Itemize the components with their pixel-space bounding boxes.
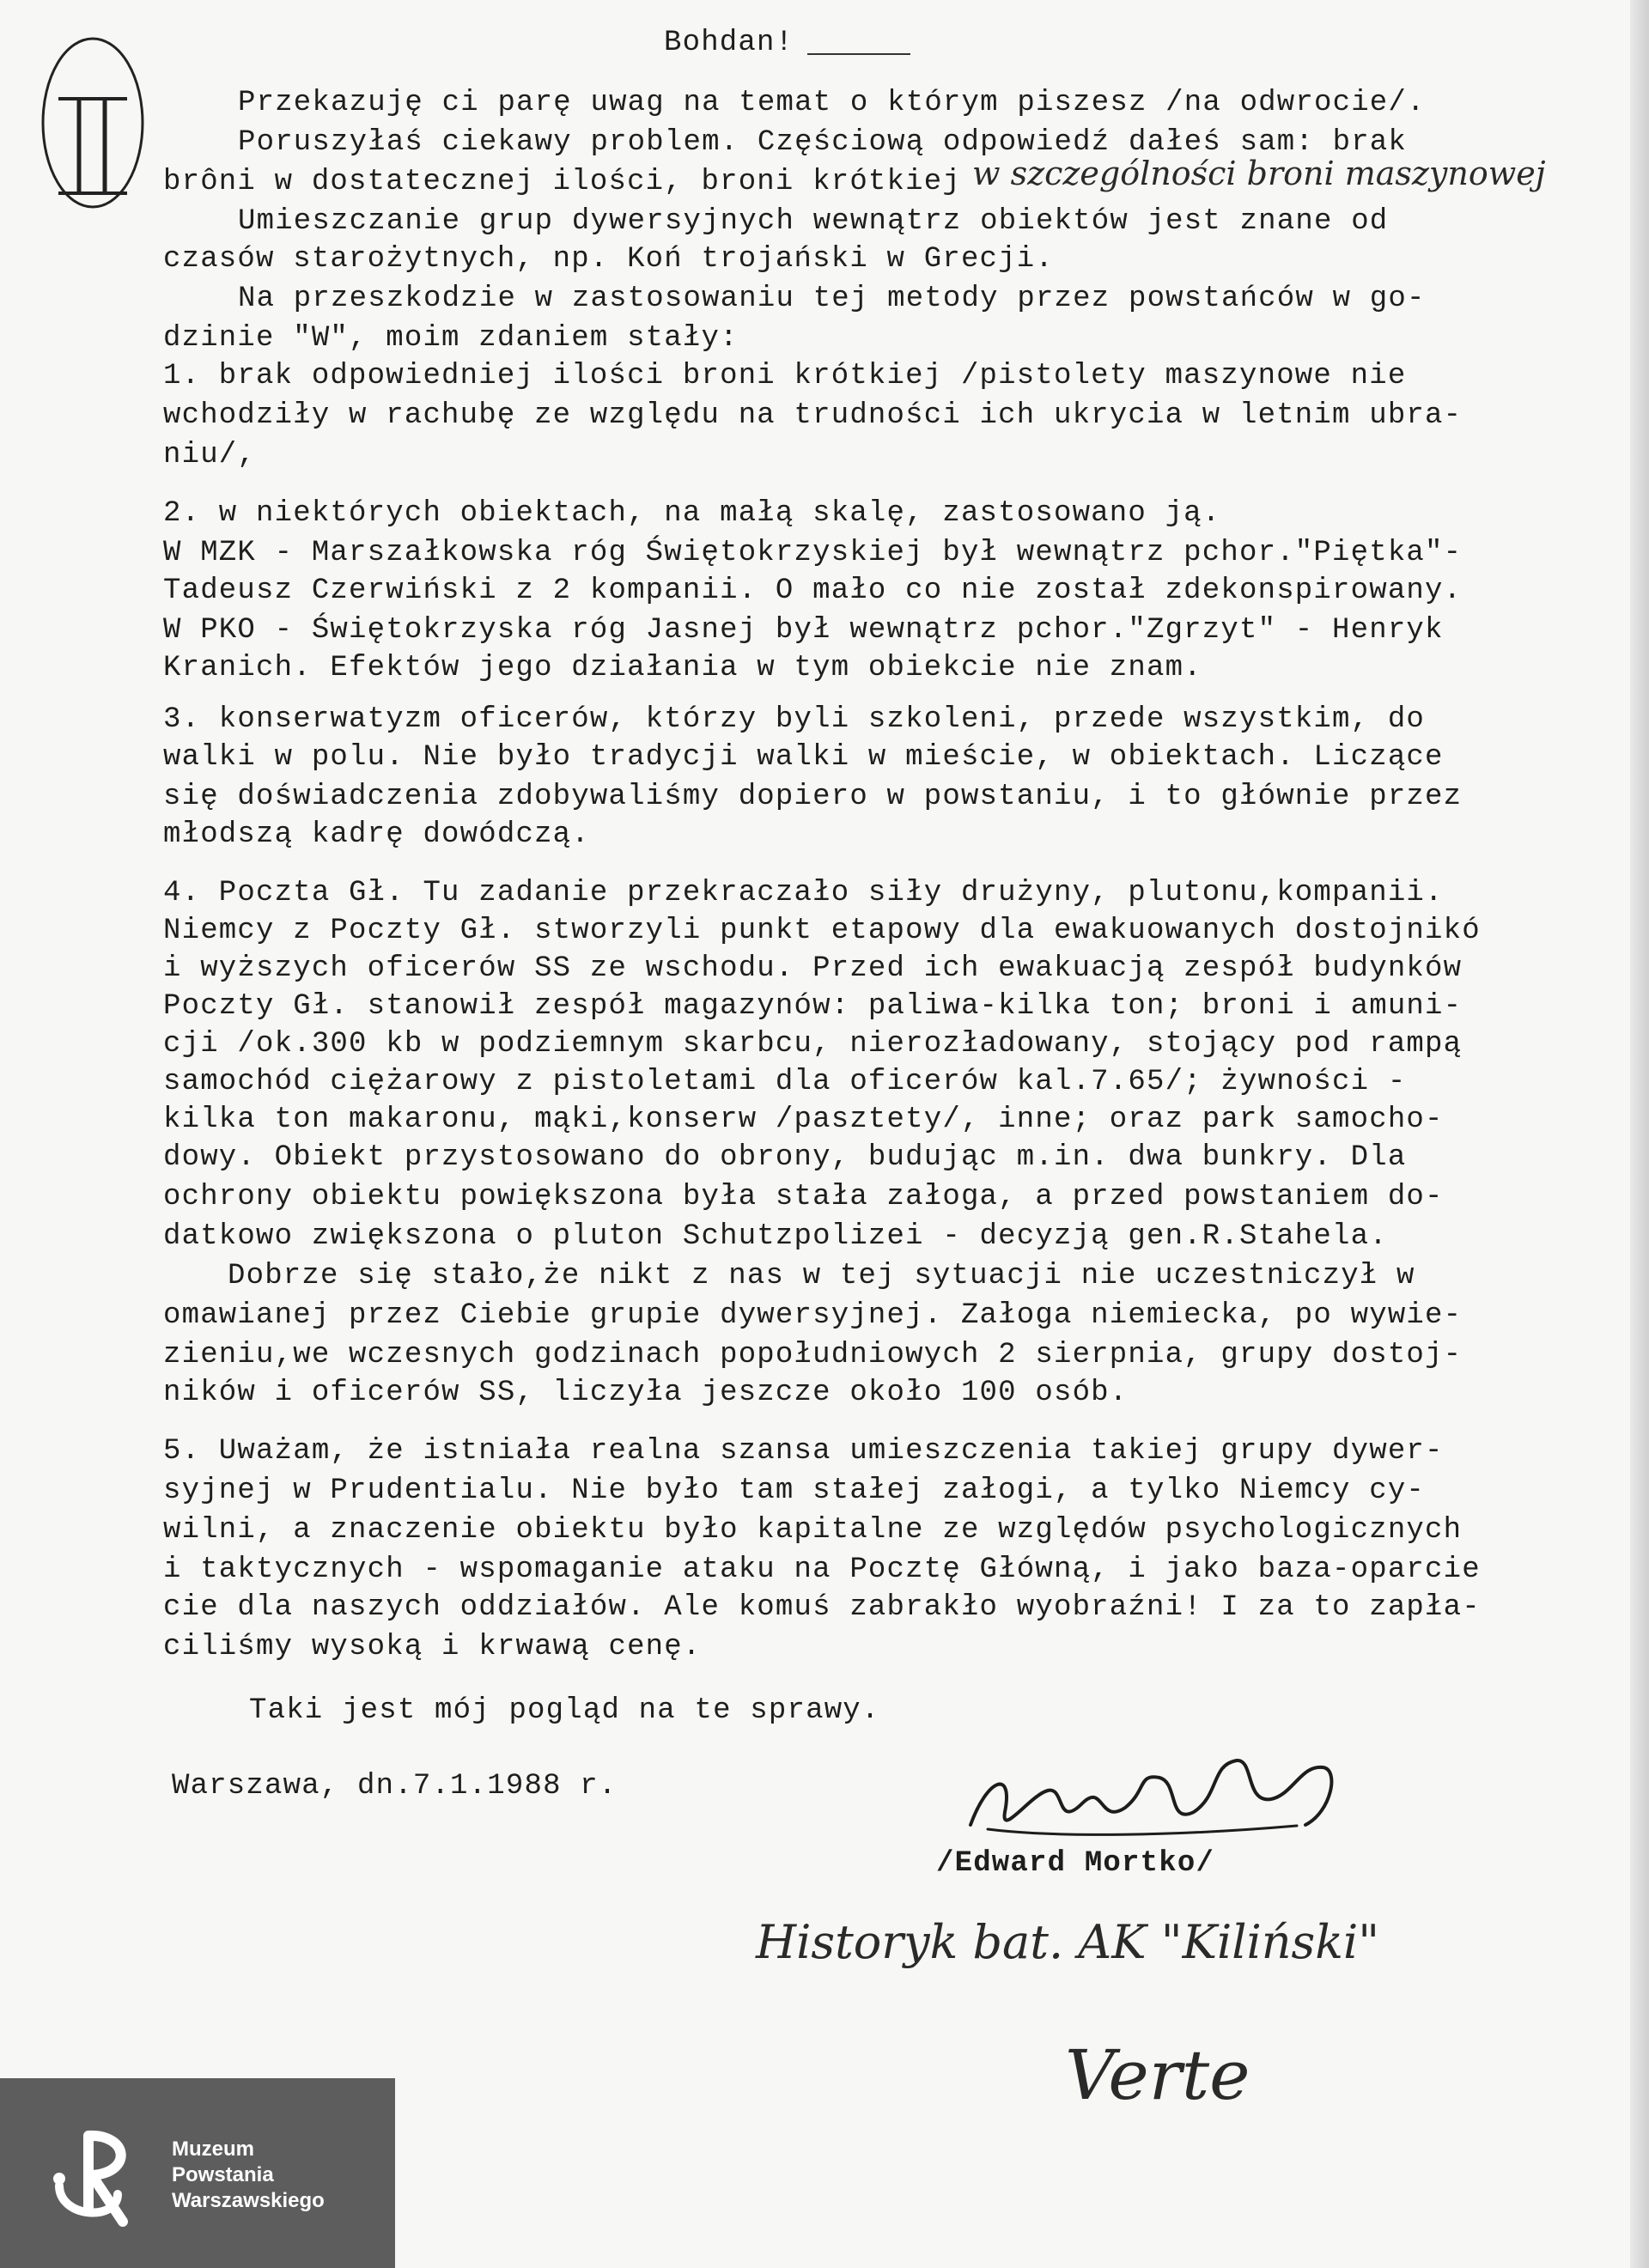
line-12: W MZK - Marszałkowska róg Świętokrzyskiej był wewnątrz pchor."Piętka"-	[163, 537, 1463, 569]
handwritten-note: w szczególności broni maszynowej	[972, 155, 1546, 192]
line-30: Dobrze się stało,że nikt z nas w tej sytuacji nie uczestniczył w	[228, 1260, 1415, 1292]
line-16: 3. konserwatyzm oficerów, którzy byli szkoleni, przede wszystkim, do	[163, 703, 1426, 736]
line-15: Kranich. Efektów jego działania w tym obiekcie nie znam.	[163, 652, 1202, 684]
line-25: samochód ciężarowy z pistoletami dla oficerów kal.7.65/; żywności -	[163, 1066, 1407, 1098]
line-13: Tadeusz Czerwiński z 2 kompanii. O mało co nie został zdekonspirowany.	[163, 575, 1463, 607]
line-6: Na przeszkodzie w zastosowaniu tej metody przez powstańców w go-	[238, 283, 1426, 315]
line-1: Przekazuję ci parę uwag na temat o którym piszesz /na odwrocie/.	[238, 87, 1426, 119]
line-31: omawianej przez Ciebie grupie dywersyjnej. Załoga niemiecka, po wywie-	[163, 1299, 1463, 1332]
line-26: kilka ton makaronu, mąki,konserw /pasztety/, inne; oraz park samocho-	[163, 1104, 1444, 1136]
line-9: wchodziły w rachubę ze względu na trudności ich ukrycia w letnim ubra-	[163, 399, 1463, 432]
line-34: 5. Uważam, że istniała realna szansa umieszczenia takiej grupy dywer-	[163, 1435, 1444, 1468]
line-18: się doświadczenia zdobywaliśmy dopiero w powstaniu, i to głównie przez	[163, 781, 1463, 813]
line-11: 2. w niektórych obiektach, na małą skalę, zastosowano ją.	[163, 497, 1221, 530]
kotwica-anchor-icon	[47, 2125, 150, 2228]
line-21: Niemcy z Poczty Gł. stworzyli punkt etapowy dla ewakuowanych dostojnikó	[163, 915, 1481, 947]
signature-scribble	[953, 1743, 1357, 1855]
museum-logo	[0, 2078, 395, 2268]
logo-line-3: Warszawskiego	[172, 2189, 325, 2212]
line-36: wilni, a znaczenie obiektu było kapitalne ze względów psychologicznych	[163, 1514, 1463, 1547]
line-2: Poruszyłaś ciekawy problem. Częściową odpowiedź dałeś sam: brak	[238, 126, 1408, 159]
line-3: brôni w dostatecznej ilości, broni krótkiej	[163, 166, 961, 198]
line-10: niu/,	[163, 439, 257, 471]
closing-line: Taki jest mój pogląd na te sprawy.	[249, 1694, 880, 1727]
line-33: ników i oficerów SS, liczyła jeszcze około 100 osób.	[163, 1377, 1129, 1409]
line-8: 1. brak odpowiedniej ilości broni krótkiej /pistolety maszynowe nie	[163, 360, 1407, 392]
line-23: Poczty Gł. stanowił zespół magazynów: paliwa-kilka ton; broni i amuni-	[163, 990, 1463, 1023]
verte-note: Verte	[1065, 2035, 1250, 2115]
line-27: dowy. Obiekt przystosowano do obrony, budując m.in. dwa bunkry. Dla	[163, 1141, 1407, 1174]
line-39: ciliśmy wysoką i krwawą cenę.	[163, 1631, 702, 1663]
salutation-rule	[807, 53, 910, 55]
logo-line-2: Powstania	[172, 2163, 274, 2186]
line-5: czasów starożytnych, np. Koń trojański w Grecji.	[163, 243, 1054, 276]
line-14: W PKO - Świętokrzyska róg Jasnej był wewnątrz pchor."Zgrzyt" - Henryk	[163, 614, 1444, 647]
line-35: syjnej w Prudentialu. Nie było tam stałej załogi, a tylko Niemcy cy-	[163, 1475, 1426, 1507]
line-4: Umieszczanie grup dywersyjnych wewnątrz obiektów jest znane od	[238, 205, 1389, 238]
museum-logo-text	[172, 2137, 325, 2214]
logo-line-1: Muzeum	[172, 2137, 254, 2161]
line-20: 4. Poczta Gł. Tu zadanie przekraczało siły drużyny, plutonu,kompanii.	[163, 877, 1444, 909]
section-mark	[0, 0, 2, 38]
line-22: i wyższych oficerów SS ze wschodu. Przed ich ewakuacją zespół budynków	[163, 952, 1463, 985]
line-7: dzinie "W", moim zdaniem stały:	[163, 322, 739, 355]
line-38: cie dla naszych oddziałów. Ale komuś zabrakło wyobraźni! I za to zapła-	[163, 1591, 1481, 1624]
signature-name: /Edward Mortko/	[936, 1847, 1215, 1880]
line-24: cji /ok.300 kb w podziemnym skarbcu, nierozładowany, stojący pod rampą	[163, 1028, 1463, 1061]
line-32: zieniu,we wczesnych godzinach popołudniowych 2 sierpnia, grupy dostoj-	[163, 1339, 1463, 1371]
handwritten-title: Historyk bat. AK "Kiliński"	[756, 1915, 1380, 1969]
line-19: młodszą kadrę dowódczą.	[163, 818, 590, 851]
line-37: i taktycznych - wspomaganie ataku na Pocztę Główną, i jako baza-oparcie	[163, 1554, 1481, 1586]
line-29: datkowo zwiększona o pluton Schutzpolizei - decyzją gen.R.Stahela.	[163, 1220, 1388, 1253]
section-mark-circle-icon	[26, 21, 180, 228]
line-17: walki w polu. Nie było tradycji walki w mieście, w obiektach. Liczące	[163, 741, 1444, 774]
salutation: Bohdan!	[664, 27, 794, 59]
line-28: ochrony obiektu powiększona była stała załoga, a przed powstaniem do-	[163, 1181, 1444, 1213]
place-date: Warszawa, dn.7.1.1988 r.	[172, 1770, 618, 1803]
